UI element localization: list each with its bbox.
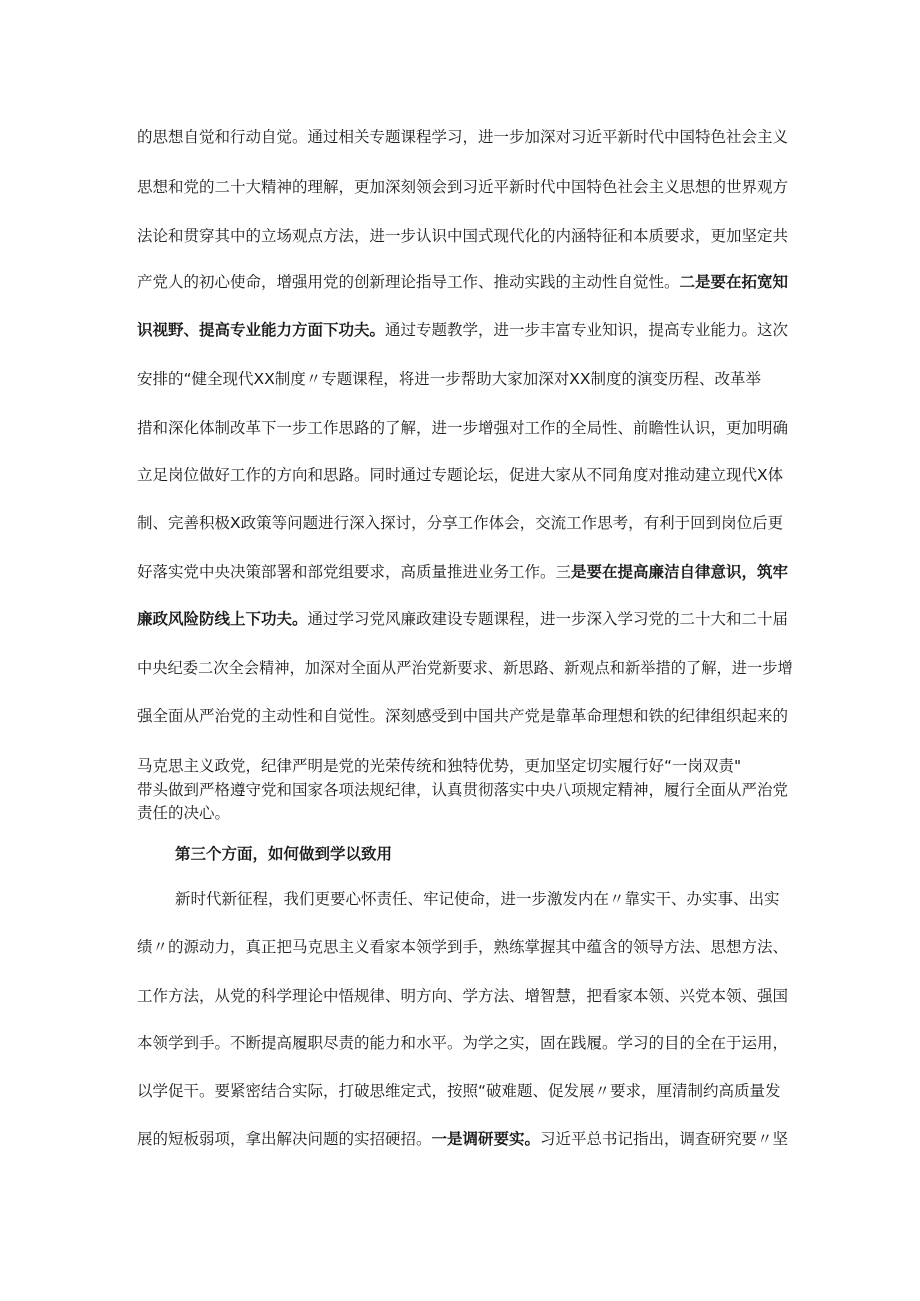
text-line — [137, 127, 797, 147]
text-segment: 产党人的初心使命，增强用党的创新理论指导工作、推动实践的主动性自觉性。 — [137, 273, 680, 291]
text-line — [137, 756, 797, 776]
bold-text-segment: 是要在提高廉洁自律意识，筑牢 — [571, 563, 789, 581]
text-segment: 马克思主义政党，纪律严明是党的光荣传统和独特优势，更加坚定切实履行好“一岗双责" — [137, 757, 742, 775]
text-line — [137, 465, 797, 485]
text-segment: 好落实党中央决策部署和部党组要求，高质量推进业务工作。三 — [137, 563, 572, 581]
section-heading — [175, 844, 835, 864]
text-line — [137, 803, 797, 823]
text-segment: 带头做到严格遵守党和国家各项法规纪律，认真贯彻落实中央八项规定精神，履行全面从严治党 — [137, 781, 789, 799]
text-line — [137, 418, 797, 438]
text-line — [137, 513, 797, 533]
text-line — [137, 658, 797, 678]
text-line — [137, 1129, 797, 1149]
text-line — [137, 562, 797, 582]
text-segment: 的思想自觉和行动自觉。通过相关专题课程学习，进一步加深对习近平新时代中国特色社会主义 — [137, 128, 789, 146]
text-segment: 法论和贯穿其中的立场观点方法，进一步认识中国式现代化的内涵特征和本质要求，更加坚定共 — [137, 227, 789, 245]
text-segment: 中央纪委二次全会精神，加深对全面从严治党新要求、新思路、新观点和新举措的了解，进一步增 — [137, 659, 793, 677]
text-line — [137, 609, 797, 629]
text-line — [137, 986, 797, 1006]
text-segment: 通过学习党风廉政建设专题课程，进一步深入学习党的二十大和二十届 — [307, 610, 789, 628]
text-segment: 通过专题教学，进一步丰富专业知识，提高专业能力。这次 — [385, 321, 789, 339]
text-segment: 立足岗位做好工作的方向和思路。同时通过专题论坛，促进大家从不同角度对推动建立现代X体 — [137, 466, 784, 484]
text-line — [137, 780, 797, 800]
text-line — [137, 226, 797, 246]
heading-text: 第三个方面，如何做到学以致用 — [175, 845, 393, 863]
text-line — [137, 272, 797, 292]
text-segment: 措和深化体制改革下一步工作思路的了解，进一步增强对工作的全局性、前瞻性认识，更加明确 — [137, 419, 789, 437]
bold-text-segment: 廉政风险防线上下功夫。 — [137, 610, 308, 628]
text-line — [137, 1081, 797, 1101]
text-line — [137, 937, 797, 957]
text-line — [137, 1033, 797, 1053]
text-segment: 责任的决心。 — [137, 804, 231, 822]
text-line — [175, 889, 797, 909]
bold-text-segment: 一是调研要实。 — [431, 1130, 541, 1148]
text-segment: 以学促干。要紧密结合实际，打破思维定式，按照“破难题、促发展〃要求，厘清制约高质量发 — [137, 1082, 781, 1100]
text-segment: 本领学到手。不断提高履职尽责的能力和水平。为学之实，固在践履。学习的目的全在于运用， — [137, 1034, 789, 1052]
text-segment: 展的短板弱项，拿出解决问题的实招硬招。 — [137, 1130, 432, 1148]
text-line — [137, 320, 797, 340]
text-segment: 制、完善积极X政策等问题进行深入探讨，分享工作体会，交流工作思考，有利于回到岗位后更 — [137, 514, 784, 532]
text-segment: 习近平总书记指出，调查研究要〃坚 — [540, 1130, 789, 1148]
text-segment: 思想和党的二十大精神的理解，更加深刻领会到习近平新时代中国特色社会主义思想的世界观方 — [137, 178, 789, 196]
bold-text-segment: 二是要在拓宽知 — [679, 273, 789, 291]
text-line — [137, 706, 797, 726]
text-line — [137, 177, 797, 197]
text-segment: 绩〃的源动力，真正把马克思主义看家本领学到手，熟练掌握其中蕴含的领导方法、思想方法、 — [137, 938, 789, 956]
text-segment: 安排的“健全现代XX制度〃专题课程，将进一步帮助大家加深对XX制度的演变历程、改革举 — [137, 370, 762, 388]
text-line — [137, 369, 797, 389]
bold-text-segment: 识视野、提高专业能力方面下功夫。 — [137, 321, 386, 339]
text-segment: 强全面从严治党的主动性和自觉性。深刻感受到中国共产党是靠革命理想和铁的纪律组织起来的 — [137, 707, 789, 725]
text-segment: 工作方法，从党的科学理论中悟规律、明方向、学方法、增智慧，把看家本领、兴党本领、强国 — [137, 987, 789, 1005]
text-segment: 新时代新征程，我们更要心怀责任、牢记使命，进一步激发内在〃靠实干、办实事、出实 — [175, 890, 780, 908]
